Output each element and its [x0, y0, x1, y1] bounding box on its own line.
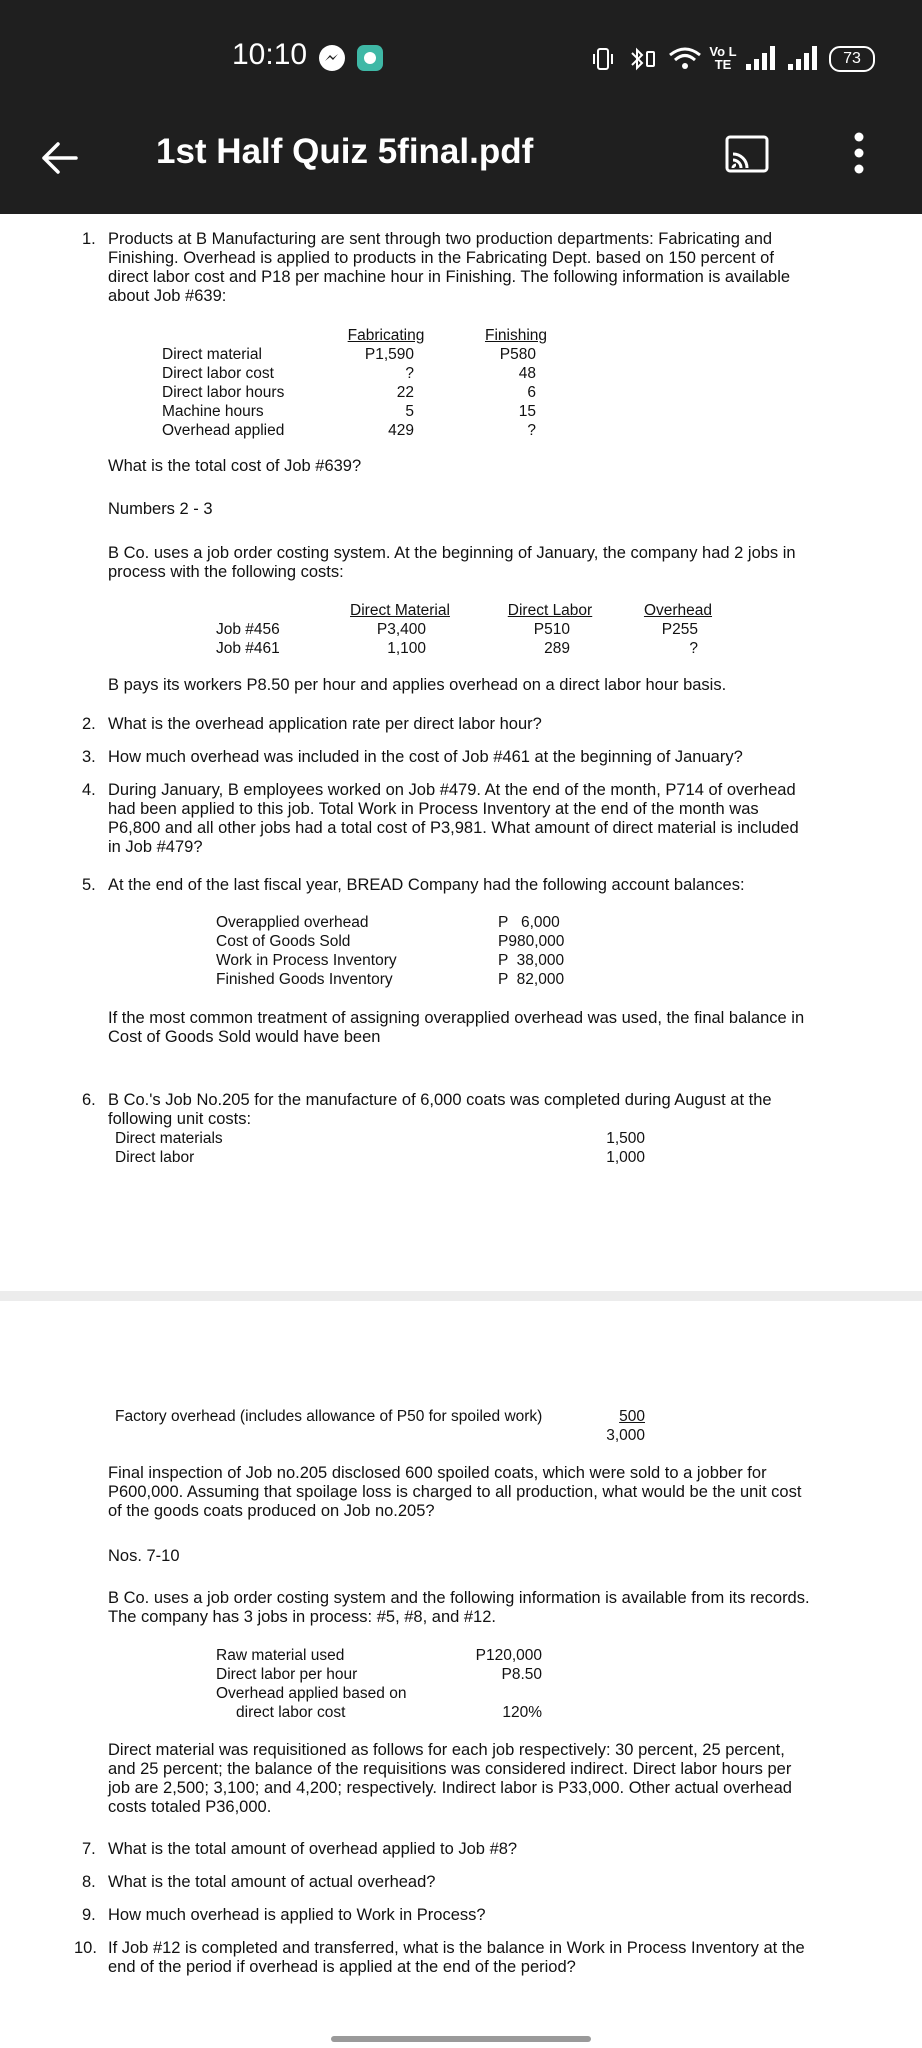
vibrate-icon — [592, 46, 614, 72]
job-row-dl: P510 — [533, 621, 570, 638]
account-value: P 38,000 — [498, 952, 565, 969]
info-value: 120% — [502, 1704, 542, 1721]
info-value: P8.50 — [501, 1666, 542, 1683]
q8-number: 8. — [82, 1873, 96, 1891]
q1-line: Products at B Manufacturing are sent through two production departments: Fabricating and — [108, 230, 773, 248]
section-heading-7-10: Nos. 7-10 — [108, 1547, 180, 1565]
col-direct-labor: Direct Labor — [507, 602, 593, 619]
section-para: costs totaled P36,000. — [108, 1798, 272, 1816]
job-row-label: Job #456 — [216, 621, 280, 638]
section-para: and 25 percent; the balance of the requisitions was considered indirect. Direct labor hours per — [108, 1760, 792, 1778]
account-label: Finished Goods Inventory — [216, 971, 393, 988]
q7-number: 7. — [82, 1840, 96, 1858]
q1-row-fin: ? — [527, 422, 536, 439]
page-separator — [0, 1291, 922, 1301]
q10-number: 10. — [74, 1939, 97, 1957]
q5-question: Cost of Goods Sold would have been — [108, 1028, 381, 1046]
q3-text: How much overhead was included in the cost of Job #461 at the beginning of January? — [108, 748, 743, 766]
unit-cost-value: 1,500 — [606, 1130, 645, 1147]
q6-question: P600,000. Assuming that spoilage loss is charged to all production, what would be the unit cost — [108, 1483, 802, 1501]
q1-line: Finishing. Overhead is applied to products in the Fabricating Dept. based on 150 percent of — [108, 249, 774, 267]
home-indicator[interactable] — [331, 2036, 591, 2042]
q1-row-fin: 6 — [527, 384, 536, 401]
wifi-icon — [668, 46, 702, 72]
q5-question: If the most common treatment of assigning overapplied overhead was used, the final balance in — [108, 1009, 805, 1027]
q6-line: following unit costs: — [108, 1110, 252, 1128]
q1-number: 1. — [82, 230, 96, 248]
q4-line: in Job #479? — [108, 838, 203, 856]
q9-number: 9. — [82, 1906, 96, 1924]
q10-line: If Job #12 is completed and transferred, what is the balance in Work in Process Inventory at the — [108, 1939, 805, 1957]
back-arrow-icon[interactable] — [36, 134, 84, 182]
info-label: Raw material used — [216, 1647, 345, 1664]
col-overhead: Overhead — [643, 602, 713, 619]
section-intro: The company has 3 jobs in process: #5, #8, and #12. — [108, 1608, 496, 1626]
q1-line: about Job #639: — [108, 287, 227, 305]
unit-cost-label: Direct materials — [115, 1130, 223, 1147]
info-label: direct labor cost — [236, 1704, 346, 1721]
q9-text: How much overhead is applied to Work in Process? — [108, 1906, 486, 1924]
bluetooth-icon — [628, 46, 658, 72]
q6-line: B Co.'s Job No.205 for the manufacture of 6,000 coats was completed during August at the — [108, 1091, 772, 1109]
q4-line: During January, B employees worked on Job #479. At the end of the month, P714 of overhead — [108, 781, 796, 799]
info-value: P120,000 — [475, 1647, 542, 1664]
q1-row-fab: ? — [405, 365, 414, 382]
q7-text: What is the total amount of overhead applied to Job #8? — [108, 1840, 518, 1858]
signal-icon-sim1 — [744, 44, 778, 72]
q1-row-fin: P580 — [499, 346, 536, 363]
account-label: Work in Process Inventory — [216, 952, 397, 969]
more-options-icon[interactable] — [852, 131, 866, 175]
battery-level: 73 — [843, 50, 861, 67]
pdf-page-2[interactable] — [0, 1301, 922, 2048]
document-title: 1st Half Quiz 5final.pdf — [156, 132, 534, 171]
unit-cost-label: Direct labor — [115, 1149, 195, 1166]
unit-cost-value: 500 — [619, 1408, 645, 1425]
q1-question: What is the total cost of Job #639? — [108, 457, 362, 475]
messenger-icon — [318, 44, 346, 72]
q4-line: had been applied to this job. Total Work in Process Inventory at the end of the month was — [108, 800, 759, 818]
q1-row-fab: 5 — [405, 403, 414, 420]
volte-label: Vo LTE — [709, 44, 737, 72]
q1-row-fab: 22 — [396, 384, 414, 401]
job-row-dm: 1,100 — [387, 640, 426, 657]
q1-row-label: Overhead applied — [162, 422, 285, 439]
section-note: B pays its workers P8.50 per hour and applies overhead on a direct labor hour basis. — [108, 676, 727, 694]
q5-text: At the end of the last fiscal year, BREAD Company had the following account balances: — [108, 876, 745, 894]
q10-line: end of the period if overhead is applied at the end of the period? — [108, 1958, 576, 1976]
status-bar — [0, 0, 922, 118]
q2-number: 2. — [82, 715, 96, 733]
account-label: Overapplied overhead — [216, 914, 369, 931]
q1-row-fin: 15 — [518, 403, 536, 420]
job-row-oh: ? — [689, 640, 698, 657]
signal-icon-sim2 — [786, 44, 820, 72]
col-direct-material: Direct Material — [350, 602, 450, 619]
q6-question: Final inspection of Job no.205 disclosed 600 spoiled coats, which were sold to a jobber for — [108, 1464, 767, 1482]
section-heading-2-3: Numbers 2 - 3 — [108, 500, 213, 518]
clock-time: 10:10 — [232, 38, 308, 71]
q2-text: What is the overhead application rate per direct labor hour? — [108, 715, 542, 733]
q1-row-fab: P1,590 — [364, 346, 414, 363]
q6-number: 6. — [82, 1091, 96, 1109]
q5-number: 5. — [82, 876, 96, 894]
account-value: P 6,000 — [498, 914, 560, 931]
unit-cost-total: 3,000 — [606, 1427, 645, 1444]
q1-col-finishing: Finishing — [484, 327, 548, 344]
q1-row-fab: 429 — [388, 422, 414, 439]
q1-row-label: Direct labor cost — [162, 365, 274, 382]
q1-row-label: Direct material — [162, 346, 262, 363]
q4-number: 4. — [82, 781, 96, 799]
q1-col-fabricating: Fabricating — [347, 327, 425, 344]
battery-indicator — [829, 46, 875, 72]
section-para: Direct material was requisitioned as follows for each job respectively: 30 percent, 25 percent, — [108, 1741, 785, 1759]
section-intro: B Co. uses a job order costing system. At the beginning of January, the company had 2 jobs in — [108, 544, 796, 562]
q6-question: of the goods coats produced on Job no.205? — [108, 1502, 435, 1520]
q3-number: 3. — [82, 748, 96, 766]
account-label: Cost of Goods Sold — [216, 933, 351, 950]
unit-cost-value: 1,000 — [606, 1149, 645, 1166]
pdf-page-1[interactable] — [0, 214, 922, 1291]
section-intro: B Co. uses a job order costing system and the following information is available from its records. — [108, 1589, 810, 1607]
q1-row-fin: 48 — [518, 365, 536, 382]
q1-line: direct labor cost and P18 per machine hour in Finishing. The following information is available — [108, 268, 791, 286]
job-row-dl: 289 — [544, 640, 570, 657]
section-intro: process with the following costs: — [108, 563, 344, 581]
q8-text: What is the total amount of actual overhead? — [108, 1873, 436, 1891]
section-para: job are 2,500; 3,100; and 4,200; respectively. Indirect labor is P33,000. Other actual overhead — [108, 1779, 792, 1797]
cast-icon[interactable] — [724, 134, 770, 174]
info-label: Overhead applied based on — [216, 1685, 407, 1702]
chat-app-icon — [356, 44, 384, 72]
unit-cost-label: Factory overhead (includes allowance of P50 for spoiled work) — [115, 1408, 543, 1425]
info-label: Direct labor per hour — [216, 1666, 358, 1683]
q4-line: P6,800 and all other jobs had a total cost of P3,981. What amount of direct material is included — [108, 819, 799, 837]
q1-row-label: Machine hours — [162, 403, 264, 420]
account-value: P 82,000 — [498, 971, 565, 988]
job-row-dm: P3,400 — [376, 621, 426, 638]
job-row-oh: P255 — [661, 621, 698, 638]
account-value: P980,000 — [498, 933, 565, 950]
job-row-label: Job #461 — [216, 640, 280, 657]
q1-row-label: Direct labor hours — [162, 384, 285, 401]
